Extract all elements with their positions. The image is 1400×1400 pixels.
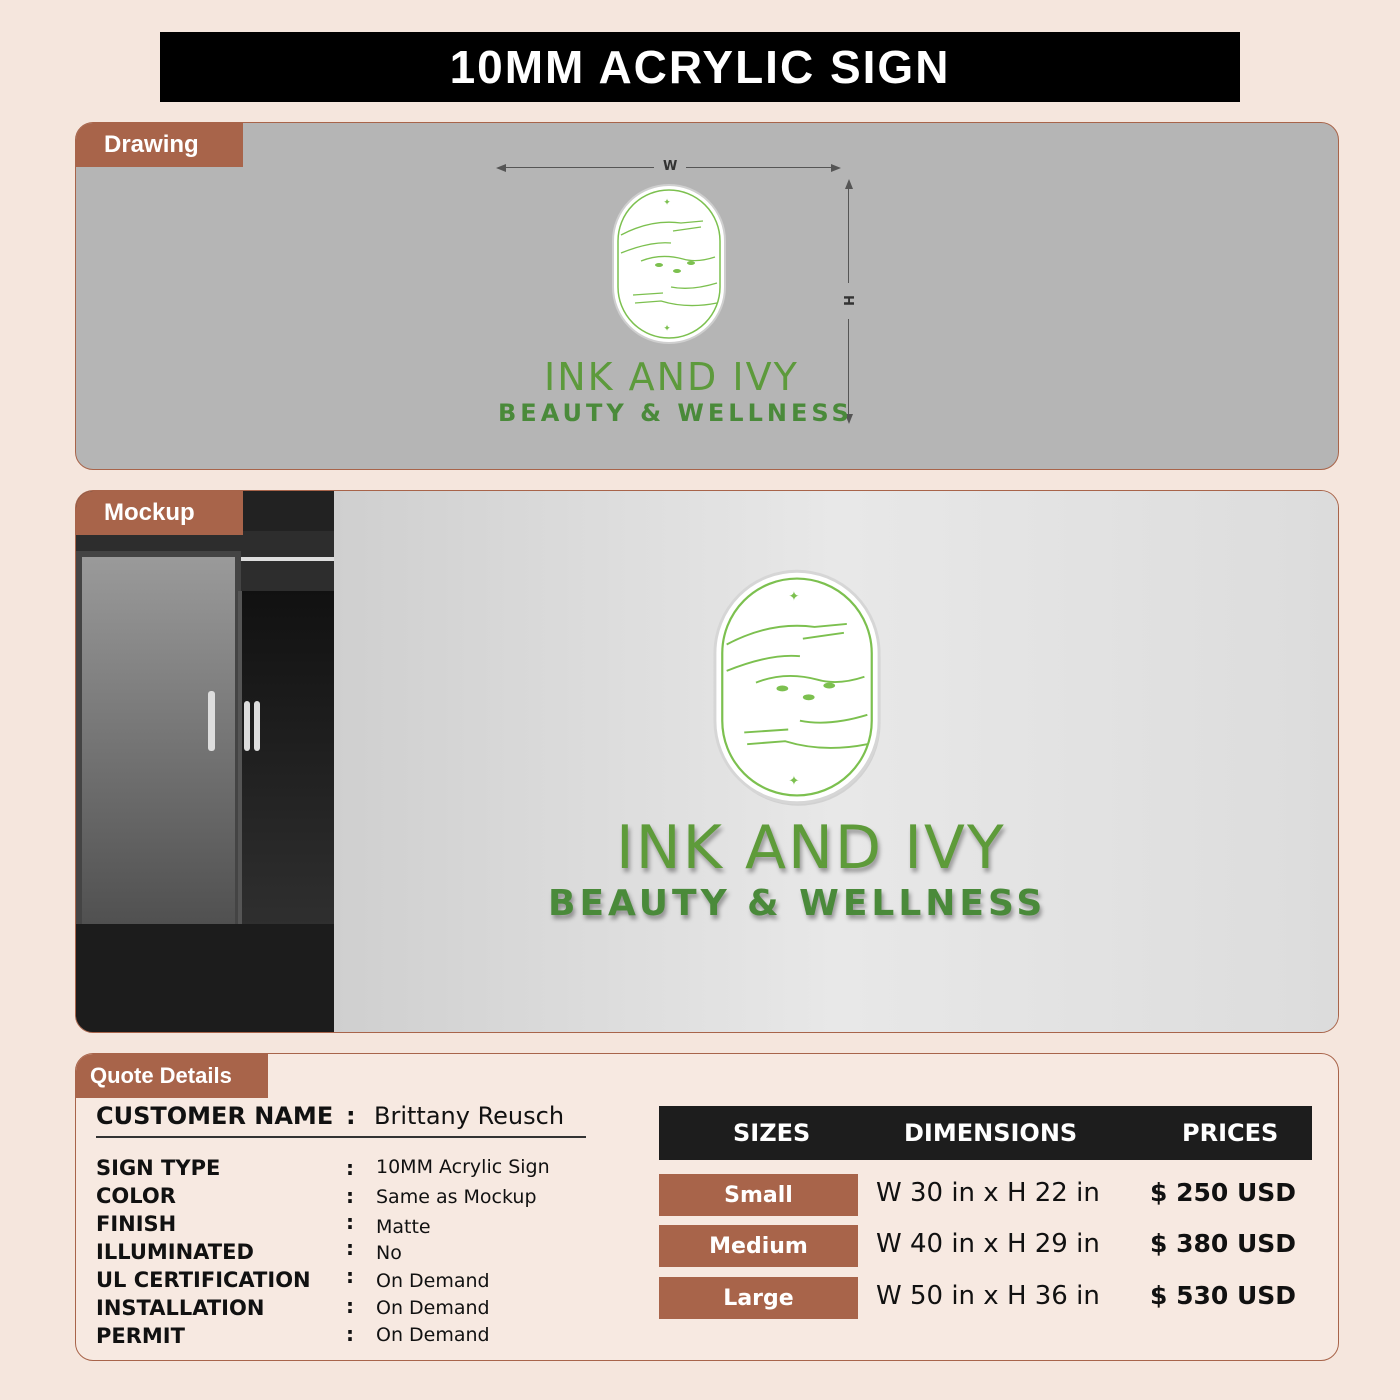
detail-colon: : (346, 1236, 354, 1260)
detail-colon: : (346, 1294, 354, 1318)
door-handle (208, 691, 215, 751)
size-medium: Medium (659, 1225, 858, 1267)
svg-text:✦: ✦ (788, 773, 800, 789)
mockup-panel (75, 490, 1339, 1033)
office-background (76, 491, 334, 1033)
price-medium: $ 380 USD (1150, 1229, 1297, 1258)
dimensions-small: W 30 in x H 22 in (876, 1178, 1100, 1208)
detail-value: 10MM Acrylic Sign (376, 1156, 550, 1178)
sign-line-2-drawing: BEAUTY & WELLNESS (498, 399, 853, 427)
size-large: Large (659, 1277, 858, 1319)
sizes-header: SIZES (733, 1119, 811, 1147)
detail-value: On Demand (376, 1324, 490, 1346)
svg-text:✦: ✦ (663, 323, 671, 333)
detail-label: COLOR (96, 1184, 176, 1208)
office-floor (76, 924, 334, 1033)
detail-value: No (376, 1242, 402, 1264)
sign-line-2-mockup: BEAUTY & WELLNESS (548, 883, 1047, 924)
detail-value: On Demand (376, 1297, 490, 1319)
svg-text:✦: ✦ (663, 197, 671, 207)
height-arrows (839, 179, 856, 424)
detail-label: INSTALLATION (96, 1296, 265, 1320)
drawing-panel (75, 122, 1339, 470)
mockup-tag: Mockup (76, 491, 243, 535)
drawing-tag: Drawing (76, 123, 243, 167)
customer-name-underline (96, 1136, 586, 1138)
detail-colon: : (346, 1184, 354, 1208)
detail-value: On Demand (376, 1270, 490, 1292)
detail-label: ILLUMINATED (96, 1240, 254, 1264)
price-small: $ 250 USD (1150, 1178, 1297, 1207)
customer-name-value: Brittany Reusch (374, 1102, 565, 1130)
dimensions-medium: W 40 in x H 29 in (876, 1229, 1100, 1259)
glass-wall (76, 551, 241, 961)
width-label: W (663, 159, 678, 174)
detail-value: Matte (376, 1216, 431, 1238)
office-door (238, 591, 334, 971)
sign-line-1-drawing: INK AND IVY (544, 355, 799, 399)
detail-value: Same as Mockup (376, 1186, 537, 1208)
sign-line-1-mockup: INK AND IVY (616, 813, 1006, 883)
dimensions-large: W 50 in x H 36 in (876, 1281, 1100, 1311)
dimensions-header: DIMENSIONS (904, 1119, 1078, 1147)
sign-emblem-drawing (611, 183, 727, 345)
svg-text:✦: ✦ (788, 588, 800, 604)
width-arrows (496, 161, 841, 175)
detail-colon: : (346, 1210, 354, 1234)
prices-header: PRICES (1182, 1119, 1279, 1147)
detail-label: UL CERTIFICATION (96, 1268, 311, 1292)
detail-colon: : (346, 1322, 354, 1346)
door-handle-2 (244, 701, 250, 751)
detail-label: FINISH (96, 1212, 177, 1236)
door-handle-3 (254, 701, 260, 751)
detail-label: PERMIT (96, 1324, 185, 1348)
detail-colon: : (346, 1156, 354, 1180)
size-small: Small (659, 1174, 858, 1216)
height-label: H (839, 295, 855, 306)
detail-label: SIGN TYPE (96, 1156, 221, 1180)
page-title: 10MM ACRYLIC SIGN (160, 32, 1240, 102)
sign-emblem-mockup (712, 567, 882, 807)
price-table-header (659, 1106, 1312, 1160)
price-large: $ 530 USD (1150, 1281, 1297, 1310)
detail-colon: : (346, 1264, 354, 1288)
quote-details-tag: Quote Details (76, 1054, 268, 1098)
quote-details-panel (75, 1053, 1339, 1361)
customer-name-label: CUSTOMER NAME (96, 1102, 334, 1130)
customer-name-colon: : (346, 1102, 356, 1130)
